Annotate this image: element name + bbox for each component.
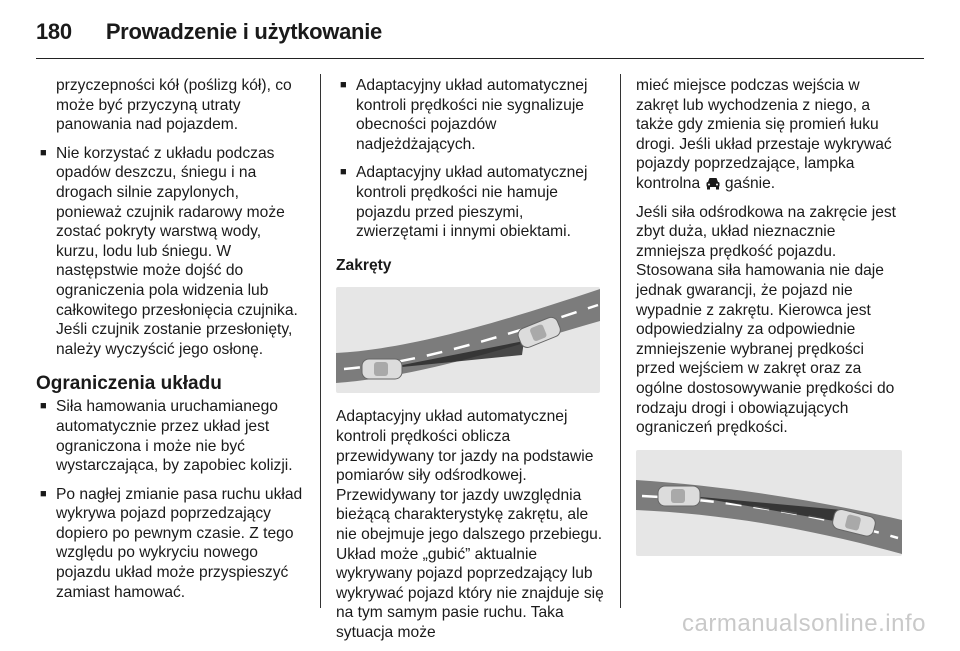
list-item <box>36 397 306 475</box>
bullet-mark: ■ <box>40 146 47 159</box>
curve-illustration-2 <box>636 450 902 556</box>
subsection-heading: Zakręty <box>336 256 392 274</box>
list-item-text: Po nagłej zmianie pasa ruchu układ wykrywa pojazd poprzedzający dopiero po pewnym czasie. Z tego względu po wykryciu nowego pojazdu układ może przyspieszyć zamiast hamować. <box>56 485 303 601</box>
watermark: carmanualsonline.info <box>682 610 926 637</box>
column-2 <box>336 76 606 651</box>
list-item <box>36 144 306 360</box>
header-divider <box>36 58 924 59</box>
section-heading: Ograniczenia układu <box>36 373 222 395</box>
column-3 <box>636 76 902 556</box>
intro-paragraph: przyczepności kół (poślizg kół), co może być przyczyną utraty panowania nad pojazdem. <box>56 77 292 134</box>
list-item-text: Siła hamowania uruchamianego automatycznie przez układ jest ograniczona i może nie być wystarczająca, by zapobiec kolizji. <box>56 398 293 475</box>
column-divider-1 <box>320 74 321 608</box>
column-1 <box>36 76 306 611</box>
body-paragraph <box>636 76 902 194</box>
column-divider-2 <box>620 74 621 608</box>
list-item <box>336 163 606 241</box>
list-item <box>36 485 306 603</box>
paragraph-text: gaśnie. <box>724 174 776 192</box>
bullet-mark: ■ <box>340 79 347 91</box>
bullet-mark: ■ <box>40 487 47 500</box>
page-title: Prowadzenie i użytkowanie <box>105 19 382 44</box>
paragraph-text: mieć miejsce podczas wejścia w zakręt lub wychodzenia z niego, a także gdy zmienia się promień łuku drogi. Jeśli układ przestaje wykrywać pojazdy poprzedzające, lampka kontrolna <box>636 77 892 192</box>
page-number: 180 <box>36 19 72 44</box>
list-item-text: Adaptacyjny układ automatycznej kontroli prędkości nie hamuje pojazdu przed pieszymi, zwierzętami i innymi obiektami. <box>356 164 588 241</box>
list-item-text: Adaptacyjny układ automatycznej kontroli prędkości nie sygnalizuje obecności pojazdów nadjeżdżających. <box>356 77 588 153</box>
bullet-mark: ■ <box>40 400 47 413</box>
body-paragraph: Adaptacyjny układ automatycznej kontroli prędkości oblicza przewidywany tor jazdy na podstawie pomiarów siły odśrodkowej. Przewidywany tor jazdy uwzględnia bieżącą charakterystykę zakrętu, ale nie obejmuje jego dalszego przebiegu. Układ może „gubić” aktualnie wykrywany pojazd poprzedzający lub wykrywać pojazd który nie znajduje się na tym samym pasie ruchu. Taka sytuacja może <box>336 408 604 641</box>
page-header <box>36 14 382 50</box>
bullet-mark: ■ <box>340 166 347 179</box>
car-front-icon <box>705 176 721 190</box>
list-item-text: Nie korzystać z układu podczas opadów deszczu, śniegu i na drogach silnie zapylonych, ponieważ czujnik radarowy może zostać pokryty warstwą wody, kurzu, lodu lub śniegu. W następstwie może dojść do ograniczenia pola widzenia lub całkowitego przesłonięcia czujnika. Jeśli czujnik zostanie przesłonięty, należy wyczyścić jego osłonę. <box>56 144 298 358</box>
curve-illustration-1 <box>336 287 600 393</box>
list-item <box>336 76 606 154</box>
body-paragraph: Jeśli siła odśrodkowa na zakręcie jest zbyt duża, układ nieznacznie zmniejsza prędkość pojazdu. Stosowana siła hamowania nie daje jednak gwarancji, że pojazd nie wypadnie z zakrętu. Kierowca jest odpowiedzialny za odpowiednie zmniejszenie wybranej prędkości przed wejściem w zakręt oraz za ogólne dostosowywanie prędkości do rodzaju drogi i obowiązujących ograniczeń prędkości. <box>636 203 897 437</box>
